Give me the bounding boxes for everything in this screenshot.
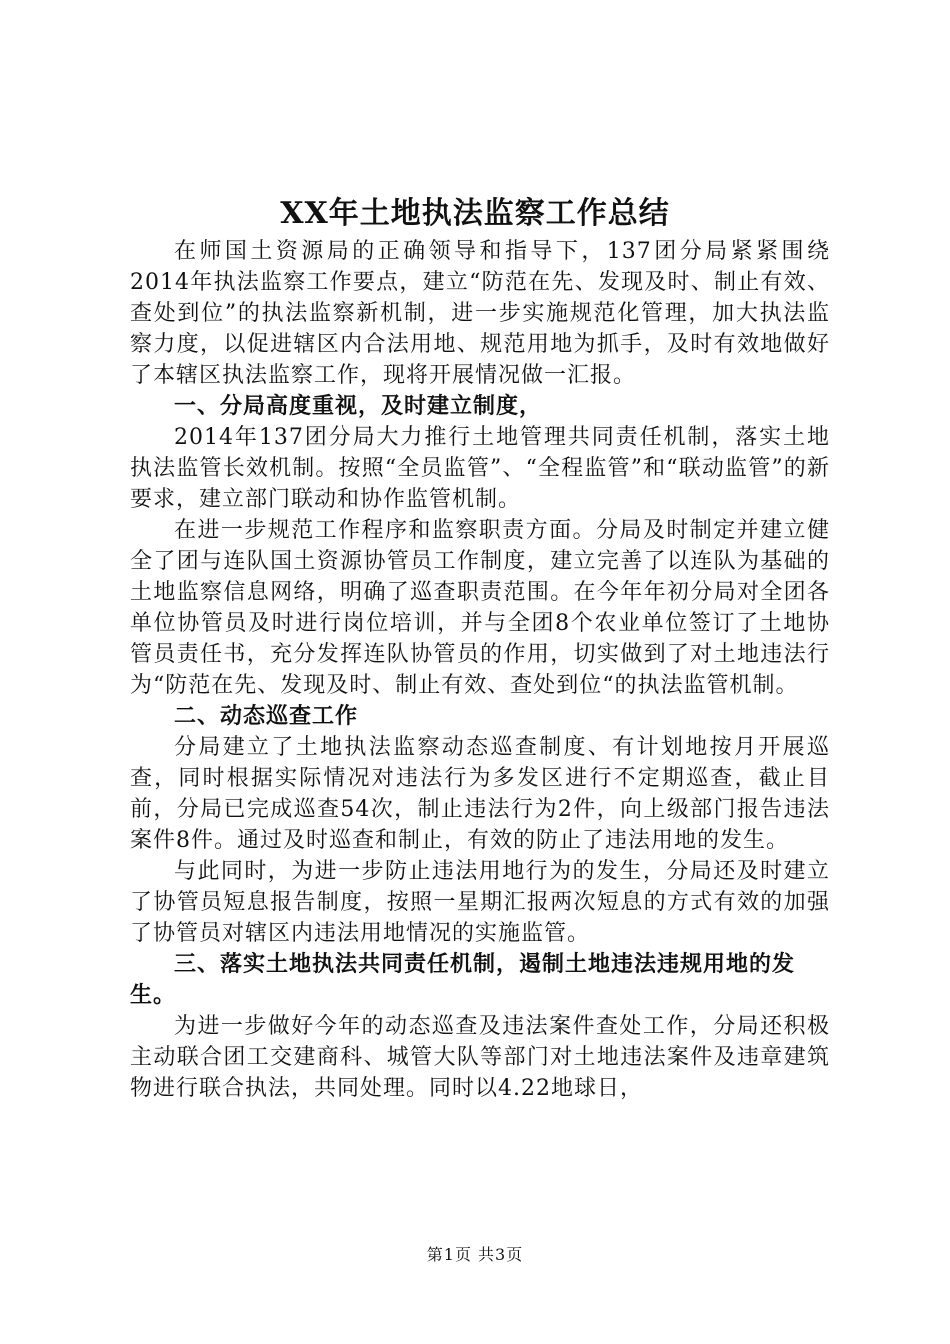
section-heading-2: 二、动态巡查工作 (174, 704, 359, 729)
paragraph-section2-a: 分局建立了土地执法监察动态巡查制度、有计划地按月开展巡查，同时根据实际情况对违法行为多发区进行不定期巡查，截止目前，分局已完成巡查54次，制止违法行为2件，向上级部门报告违法案件8件。通过及时巡查和制止，有效的防止了违法用地的发生。 (130, 735, 830, 853)
paragraph-section1-b: 在进一步规范工作程序和监察职责方面。分局及时制定并建立健全了团与连队国土资源协管员工作制度，建立完善了以连队为基础的土地监察信息网络，明确了巡查职责范围。在今年年初分局对全团各单位协管员及时进行岗位培训，并与全团8个农业单位签订了土地协管员责任书，充分发挥连队协管员的作用，切实做到了对土地违法行为“防范在先、发现及时、制止有效、查处到位“的执法监管机制。 (130, 518, 830, 698)
paragraph-section3-a: 为进一步做好今年的动态巡查及违法案件查处工作，分局还积极主动联合团工交建商科、城管大队等部门对土地违法案件及违章建筑物进行联合执法，共同处理。同时以4.22地球日， (130, 1014, 830, 1101)
page-title: XX年土地执法监察工作总结 (280, 196, 670, 231)
paragraph-section2-b: 与此同时，为进一步防止违法用地行为的发生，分局还及时建立了协管员短息报告制度，按照一星期汇报两次短息的方式有效的加强了协管员对辖区内违法用地情况的实施监管。 (130, 859, 830, 946)
section-heading-1: 一、分局高度重视，及时建立制度， (174, 394, 543, 419)
paragraph-intro: 在师国土资源局的正确领导和指导下，137团分局紧紧围绕2014年执法监察工作要点，建立“防范在先、发现及时、制止有效、查处到位”的执法监察新机制，进一步实施规范化管理，加大执法监察力度，以促进辖区内合法用地、规范用地为抓手，及时有效地做好了本辖区执法监察工作，现将开展情况做一汇报。 (130, 239, 830, 388)
section-heading-3: 三、落实土地执法共同责任机制，遏制土地违法违规用地的发生。 (130, 952, 796, 1008)
paragraph-section1-a: 2014年137团分局大力推行土地管理共同责任机制，落实土地执法监管长效机制。按照“全员监管”、“全程监管”和“联动监管”的新要求，建立部门联动和协作监管机制。 (130, 425, 830, 512)
document-body (130, 236, 830, 1104)
page-footer: 第1页 共3页 (426, 1245, 524, 1264)
